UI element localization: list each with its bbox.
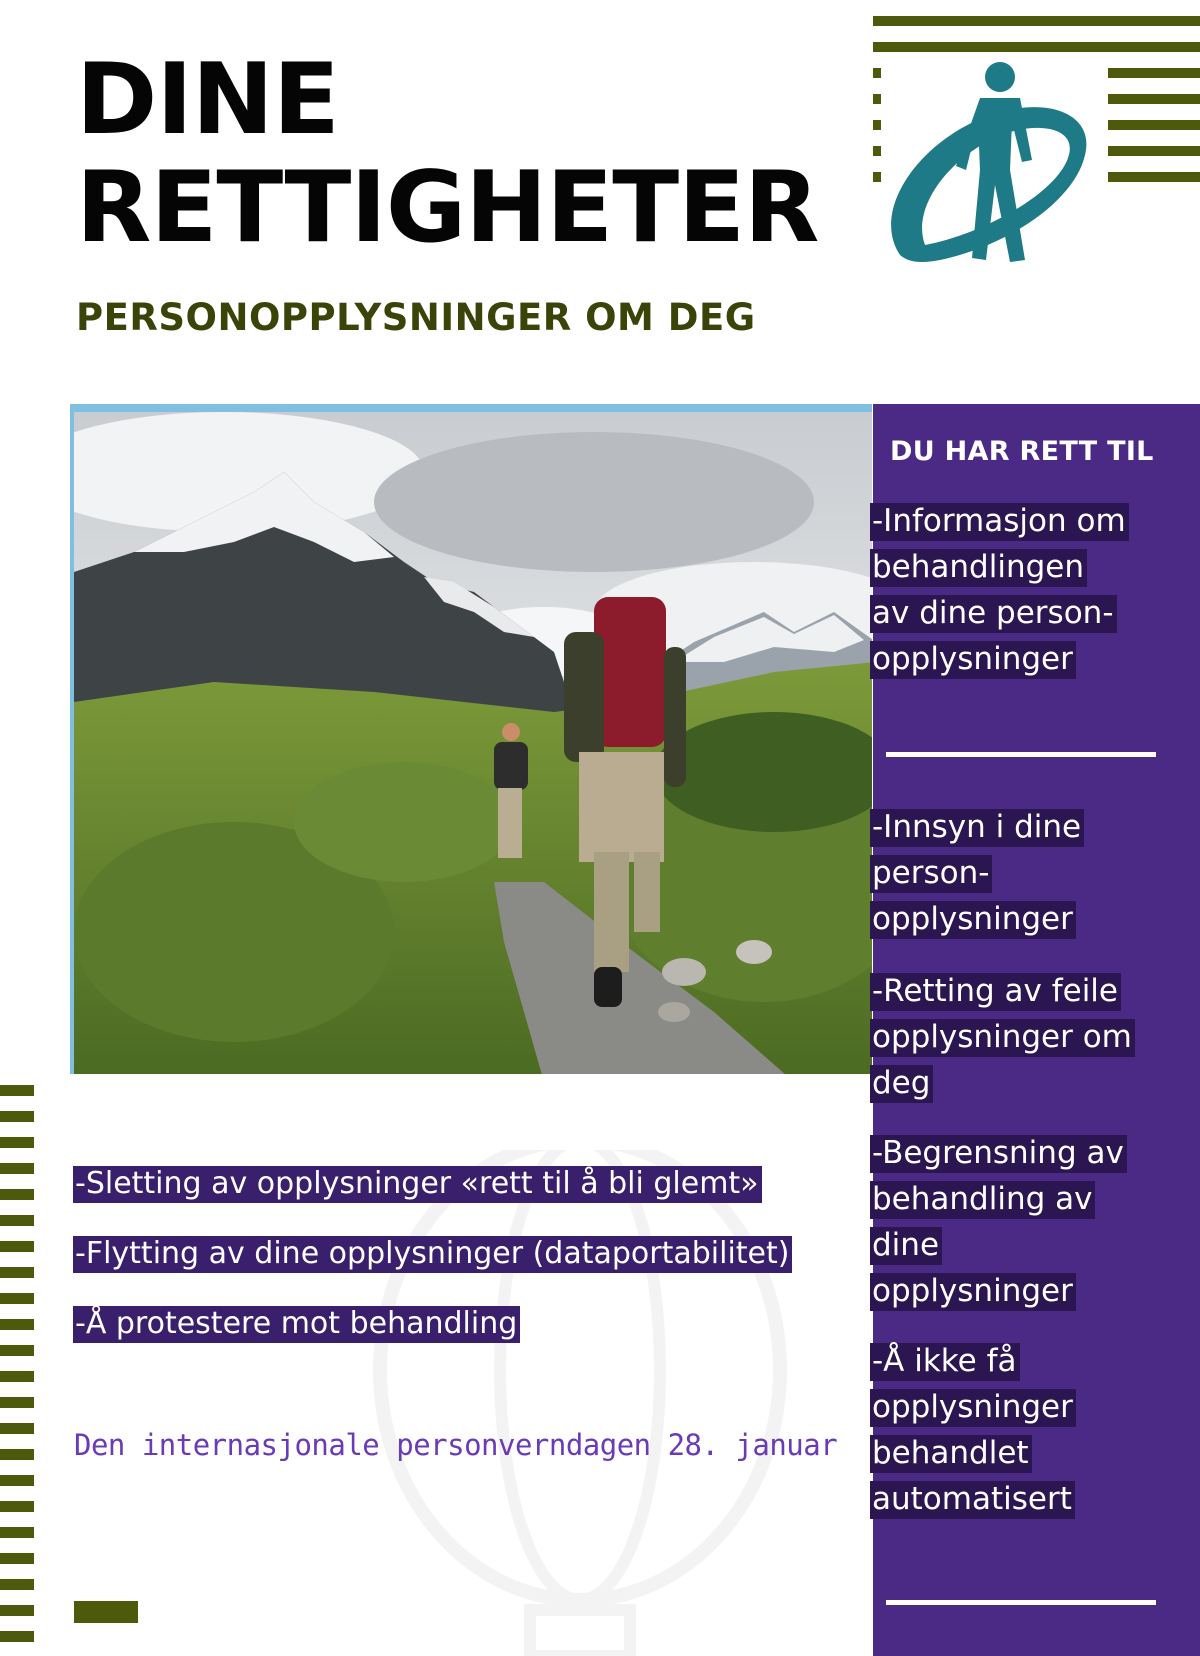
person-walking-logo-icon <box>880 60 1110 275</box>
right-item-text: -Informasjon om <box>870 503 1129 541</box>
right-item-text: opplysninger <box>870 641 1076 679</box>
title-line-2: RETTIGHETER <box>76 151 819 265</box>
right-item-text: person- <box>870 855 992 893</box>
right-item-text: opplysninger <box>870 1389 1076 1427</box>
sidebar-divider <box>886 1600 1156 1605</box>
right-item-text: -Begrensning av <box>870 1135 1127 1173</box>
right-item-text: behandling av <box>870 1181 1095 1219</box>
right-item-text: av dine person- <box>870 595 1117 633</box>
right-item-text: -Retting av feile <box>870 973 1121 1011</box>
right-item-text: opplysninger <box>870 1273 1076 1311</box>
lower-list-item: -Å protestere mot behandling <box>73 1306 520 1343</box>
right-item-text: deg <box>870 1065 933 1103</box>
right-item-text: dine <box>870 1227 942 1265</box>
hikers-mountain-photo <box>70 404 872 1074</box>
lower-list-item: -Flytting av dine opplysninger (dataportabilitet) <box>73 1236 792 1273</box>
decorative-bar <box>74 1601 138 1623</box>
title-line-1: DINE <box>76 43 339 157</box>
event-tagline: Den internasjonale personverndagen 28. januar <box>74 1428 838 1462</box>
page-subtitle: PERSONOPPLYSNINGER OM DEG <box>76 296 756 339</box>
right-item-information <box>870 498 1160 682</box>
sidebar-divider <box>886 752 1156 757</box>
lower-list-item: -Sletting av opplysninger «rett til å bli glemt» <box>73 1166 762 1203</box>
right-item-text: -Innsyn i dine <box>870 809 1084 847</box>
sidebar-heading: DU HAR RETT TIL <box>890 436 1154 467</box>
right-item-access <box>870 804 1160 942</box>
right-item-text: -Å ikke få <box>870 1343 1020 1381</box>
right-item-text: automatisert <box>870 1481 1075 1519</box>
right-item-text: behandlet <box>870 1435 1032 1473</box>
right-item-text: opplysninger om <box>870 1019 1135 1057</box>
page-title <box>76 43 819 265</box>
right-item-automated <box>870 1338 1160 1522</box>
right-item-restriction <box>870 1130 1160 1314</box>
decorative-stripes-left <box>0 1085 34 1656</box>
right-item-text: opplysninger <box>870 901 1076 939</box>
right-item-text: behandlingen <box>870 549 1087 587</box>
right-item-correction <box>870 968 1160 1106</box>
lower-rights-list <box>73 1163 863 1373</box>
